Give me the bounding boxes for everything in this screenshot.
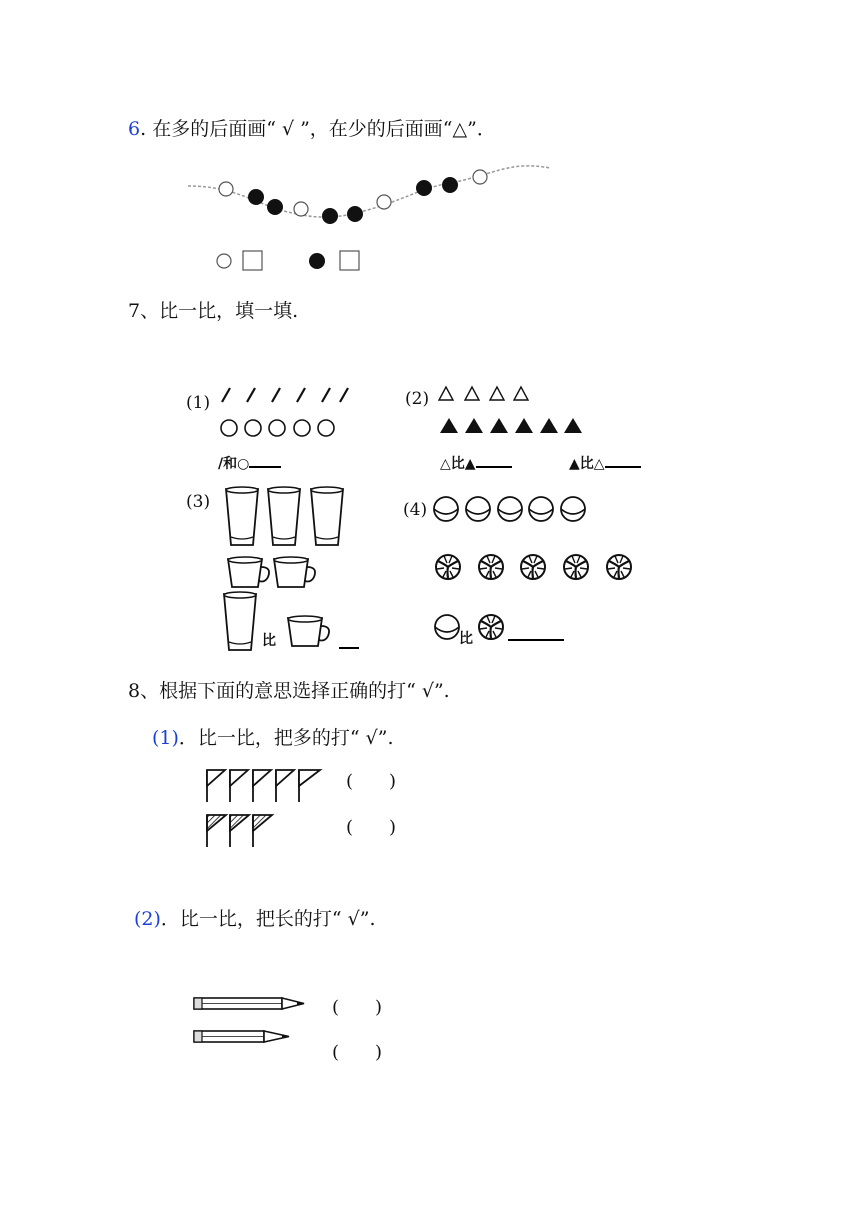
answer-paren-pencil-short[interactable]: ( ) <box>332 1042 383 1063</box>
q8-sub1-number: (1) <box>152 727 179 749</box>
q7-item-1-label: (1) <box>186 393 211 413</box>
pencil-short <box>194 1031 289 1042</box>
question-6-separator: . <box>140 118 147 140</box>
q7-item-3-label: (3) <box>186 492 211 512</box>
question-6-text: 在多的后面画“ √ ”，在少的后面画“△”． <box>152 118 496 140</box>
q7-item-4-compare: 比 <box>459 631 473 647</box>
question-8-title: 8、根据下面的意思选择正确的打“ √”. <box>128 680 450 702</box>
q8-sub2-number: (2) <box>134 908 161 930</box>
answer-paren-pencil-long[interactable]: ( ) <box>332 997 383 1018</box>
q8-sub1-text: ．比一比，把多的打“ √”. <box>178 727 394 749</box>
answer-paren-flags-plain[interactable]: ( ) <box>346 771 397 792</box>
answer-paren-flags-shaded[interactable]: ( ) <box>346 817 397 838</box>
q7-item-1-compare-text: /和○ <box>218 456 250 472</box>
q7-item-2-compare-a-text: △比▲ <box>440 456 476 472</box>
q7-item-3-compare: 比 <box>262 633 276 649</box>
question-7-title: 7、比一比，填一填. <box>128 300 299 322</box>
q7-item-2-label: (2) <box>405 389 430 409</box>
q8-sub2-text: ．比一比，把长的打“ √”. <box>160 908 376 930</box>
pencil-long <box>194 998 304 1009</box>
question-6-number: 6 <box>128 118 141 140</box>
q7-item-2-compare-b-text: ▲比△ <box>569 456 605 472</box>
q7-item-4-label: (4) <box>403 500 428 520</box>
